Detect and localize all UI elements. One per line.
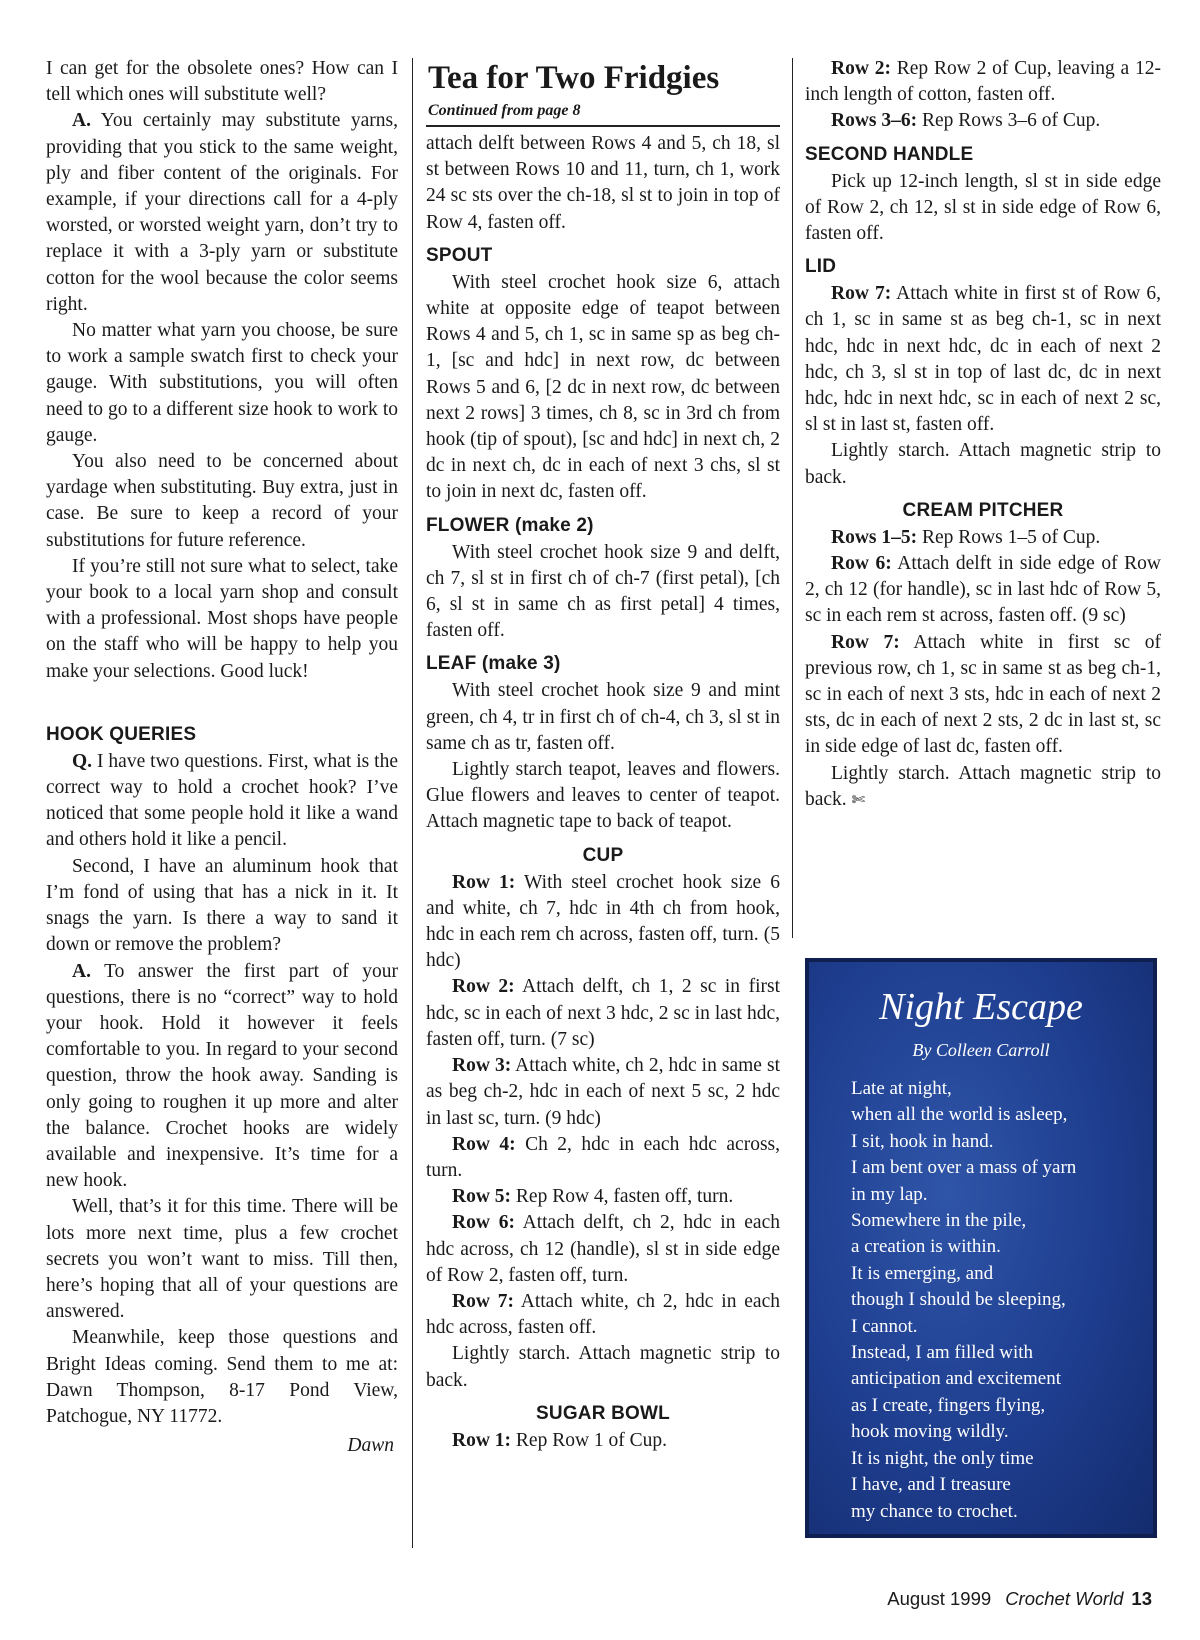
poem-line: though I should be sleeping, bbox=[851, 1289, 1066, 1311]
row-label: Rows 1–5: bbox=[831, 526, 918, 548]
answer-text: To answer the first part of your questions, there is no “correct” way to hold your hook. Hold it however it feels comfortable to you. In regard to your second question, throw the hook away. Sanding is only going to roughen it up more and alter the balance. Crochet hooks are widely available and inexpensive. It’s time for a new hook. bbox=[46, 960, 398, 1192]
question-text: I have two questions. First, what is the correct way to hold a crochet hook? I’ve noticed that some people hold it like a wand and others hold it like a pencil. bbox=[46, 750, 398, 851]
row-label: Row 2: bbox=[452, 976, 515, 998]
poem-line: as I create, fingers flying, bbox=[851, 1394, 1046, 1416]
column-3 bbox=[805, 56, 1161, 814]
question-paragraph bbox=[46, 749, 398, 854]
closing-text: Lightly starch. Attach magnetic strip to back. bbox=[805, 762, 1161, 810]
section-heading-cup: CUP bbox=[582, 844, 624, 866]
row-label: Row 5: bbox=[452, 1186, 512, 1208]
row-text: Attach white, ch 2, hdc in same st as beg ch-2, hdc in each of next 5 sc, 2 hdc in last sc, turn. (9 hdc) bbox=[426, 1055, 780, 1129]
row-text: Ch 2, hdc in each hdc across, turn. bbox=[426, 1133, 780, 1181]
answer-paragraph bbox=[46, 108, 398, 318]
paragraph: Lightly starch teapot, leaves and flowers. Glue flowers and leaves to center of teapot. Attach magnetic tape to back of teapot. bbox=[426, 759, 780, 833]
poem-line: a creation is within. bbox=[851, 1236, 1001, 1258]
poem-line: Instead, I am filled with bbox=[851, 1342, 1034, 1364]
paragraph: Well, that’s it for this time. There will be lots more next time, plus a few crochet secrets you won’t want to miss. Till then, here’s hoping that all of your questions are answered. bbox=[46, 1196, 398, 1323]
paragraph: Pick up 12-inch length, sl st in side edge of Row 2, ch 12, sl st in side edge of Row 6, fasten off. bbox=[805, 170, 1161, 245]
row-text: Rep Rows 3–6 of Cup. bbox=[917, 110, 1101, 132]
paragraph: Meanwhile, keep those questions and Bright Ideas coming. Send them to me at: Dawn Thompson, 8-17 Pond View, Patchogue, NY 11772. bbox=[46, 1327, 398, 1427]
row-label: Row 2: bbox=[831, 58, 891, 79]
poem-byline: By Colleen Carroll bbox=[912, 1040, 1050, 1060]
row-instruction bbox=[805, 56, 1161, 108]
paragraph: Lightly starch. Attach magnetic strip to back. bbox=[805, 440, 1161, 488]
paragraph: Second, I have an aluminum hook that I’m fond of using that has a nick in it. It snags the yarn. Is there a way to sand it down or remove the problem? bbox=[46, 855, 398, 956]
row-instruction bbox=[805, 551, 1161, 630]
row-label: Row 1: bbox=[452, 871, 516, 893]
poem-line: hook moving wildly. bbox=[851, 1421, 1009, 1443]
row-label: Row 7: bbox=[831, 631, 900, 653]
row-text: Attach white, ch 2, hdc in each hdc across, fasten off. bbox=[426, 1290, 780, 1339]
row-instruction bbox=[805, 525, 1161, 551]
row-label: Row 1: bbox=[452, 1429, 512, 1451]
paragraph: With steel crochet hook size 6, attach white at opposite edge of teapot between Rows 4 and 5, ch 1, sc in same sp as beg ch-1, [sc and hdc] in next row, dc between Rows 5 and 6, [2 dc in next row, dc between next 2 rows] 3 times, ch 8, sc in 3rd ch from hook (tip of spout), [sc and hdc] in next ch, 2 dc in next ch, dc in each of next 3 chs, sl st to join in next dc, fasten off. bbox=[426, 271, 780, 503]
poem-line: my chance to crochet. bbox=[851, 1500, 1018, 1522]
poem-box bbox=[805, 958, 1157, 1538]
poem-line: I sit, hook in hand. bbox=[851, 1130, 994, 1152]
section-heading-spout: SPOUT bbox=[426, 244, 493, 266]
row-text: Attach white in first st of Row 6, ch 1, sc in same st as beg ch-1, sc in next hdc, hdc in next hdc, dc in each of next 2 hdc, ch 3, sl st in top of last dc, dc in next hdc, hdc in next hdc, sc in each of next 2 sc, sl st in last st, fasten off. bbox=[805, 283, 1161, 436]
continued-note: Continued from page 8 bbox=[426, 100, 780, 127]
row-label: Row 3: bbox=[452, 1055, 512, 1077]
column-divider-right bbox=[792, 58, 793, 938]
poem-line: anticipation and excitement bbox=[851, 1368, 1061, 1390]
row-text: Rep Row 1 of Cup. bbox=[511, 1429, 668, 1451]
poem-line: in my lap. bbox=[851, 1183, 928, 1205]
paragraph: No matter what yarn you choose, be sure to work a sample swatch first to check your gauge. With substitutions, you will often need to go to a different size hook to work to gauge. bbox=[46, 320, 398, 446]
section-heading-cream-pitcher: CREAM PITCHER bbox=[902, 499, 1064, 521]
poem-line: It is night, the only time bbox=[851, 1447, 1034, 1469]
poem-line: I am bent over a mass of yarn bbox=[851, 1157, 1077, 1179]
page-footer bbox=[887, 1588, 1152, 1610]
section-heading-flower: FLOWER (make 2) bbox=[426, 514, 594, 536]
row-text: Rep Row 4, fasten off, turn. bbox=[511, 1186, 734, 1208]
magazine-name: Crochet World bbox=[1005, 1588, 1124, 1609]
paragraph: With steel crochet hook size 9 and delft, ch 7, sl st in first ch of ch-7 (first petal), [ch 6, sl st in same ch as first petal] 4 times, fasten off. bbox=[426, 541, 780, 642]
row-instruction bbox=[426, 1428, 780, 1454]
row-instruction bbox=[426, 1184, 780, 1210]
paragraph bbox=[805, 761, 1161, 814]
answer-paragraph bbox=[46, 959, 398, 1195]
section-heading-lid: LID bbox=[805, 256, 837, 278]
paragraph: You also need to be concerned about yardage when substituting. Buy extra, just in case. Be sure to keep a record of your substitutions for future reference. bbox=[46, 451, 398, 551]
section-heading-second-handle: SECOND HANDLE bbox=[805, 143, 974, 165]
row-instruction bbox=[805, 108, 1161, 134]
row-text: Attach delft, ch 1, 2 sc in first hdc, sc in each of next 3 hdc, 2 sc in last hdc, fasten off, turn. (7 sc) bbox=[426, 976, 780, 1050]
section-heading-hook-queries: HOOK QUERIES bbox=[46, 723, 197, 745]
paragraph: Lightly starch. Attach magnetic strip to back. bbox=[426, 1343, 780, 1391]
row-label: Row 6: bbox=[452, 1212, 515, 1234]
poem-line: when all the world is asleep, bbox=[851, 1104, 1068, 1126]
row-text: Attach white in first sc of previous row, ch 1, sc in same st as beg ch-1, sc in each of next 3 sts, hdc in each of next 2 sts, dc in each of next 2 sts, 2 dc in last st, sc in side edge of last dc, fasten off. bbox=[805, 631, 1161, 758]
row-text: With steel crochet hook size 6 and white, ch 7, hdc in 4th ch from hook, hdc in each rem ch across, fasten off, turn. (5 hdc) bbox=[426, 871, 780, 972]
answer-lead: A. bbox=[72, 110, 91, 132]
row-label: Row 4: bbox=[452, 1133, 516, 1155]
row-label: Row 7: bbox=[831, 283, 892, 305]
row-label: Row 7: bbox=[452, 1290, 514, 1312]
scissors-icon: ✄ bbox=[851, 791, 865, 809]
row-instruction bbox=[426, 1289, 780, 1341]
row-text: Rep Row 2 of Cup, leaving a 12-inch length of cotton, fasten off. bbox=[805, 58, 1161, 106]
column-2 bbox=[426, 56, 780, 1454]
poem-line: I have, and I treasure bbox=[851, 1474, 1011, 1496]
column-1 bbox=[46, 56, 398, 1460]
answer-text: You certainly may substitute yarns, providing that you stick to the same weight, ply and fiber content of the originals. For example, if your directions call for a 4-ply worsted, or worsted weight yarn, don’t try to replace it with a 3-ply yarn or substitute cotton for the wool because the color seems right. bbox=[46, 110, 398, 315]
paragraph: I can get for the obsolete ones? How can I tell which ones will substitute well? bbox=[46, 58, 398, 106]
row-instruction bbox=[426, 870, 780, 975]
poem-line: Late at night, bbox=[851, 1078, 952, 1099]
row-text: Attach delft, ch 2, hdc in each hdc across, ch 12 (handle), sl st in side edge of Row 2, fasten off, turn. bbox=[426, 1212, 780, 1286]
issue-date: August 1999 bbox=[887, 1588, 992, 1609]
row-instruction bbox=[426, 1132, 780, 1184]
answer-lead: A. bbox=[72, 960, 91, 982]
paragraph: attach delft between Rows 4 and 5, ch 18, sl st between Rows 10 and 11, turn, ch 1, work 24 sc sts over the ch-18, sl st to join in top of Row 4, fasten off. bbox=[426, 133, 780, 233]
row-label: Row 6: bbox=[831, 553, 892, 575]
row-text: Attach delft in side edge of Row 2, ch 12 (for handle), sc in last hdc of Row 5, sc in each rem st across, fasten off. (9 sc) bbox=[805, 553, 1161, 627]
article-title: Tea for Two Fridgies bbox=[428, 60, 720, 96]
author-signoff: Dawn bbox=[347, 1435, 394, 1457]
poem-line: I cannot. bbox=[851, 1315, 918, 1337]
row-instruction bbox=[426, 1053, 780, 1132]
row-instruction bbox=[805, 630, 1161, 761]
row-label: Rows 3–6: bbox=[831, 110, 918, 132]
row-text: Rep Rows 1–5 of Cup. bbox=[917, 526, 1101, 548]
row-instruction bbox=[805, 281, 1161, 438]
poem-title: Night Escape bbox=[879, 986, 1083, 1028]
column-divider-left bbox=[412, 58, 413, 1548]
paragraph: With steel crochet hook size 9 and mint green, ch 4, tr in first ch of ch-4, ch 3, sl st in same ch as tr, fasten off. bbox=[426, 680, 780, 754]
poem-line: It is emerging, and bbox=[851, 1262, 994, 1284]
poem-body bbox=[809, 1076, 1153, 1525]
poem-line: Somewhere in the pile, bbox=[851, 1210, 1027, 1232]
section-heading-leaf: LEAF (make 3) bbox=[426, 653, 561, 675]
row-instruction bbox=[426, 974, 780, 1053]
page-number: 13 bbox=[1131, 1588, 1152, 1609]
section-heading-sugar-bowl: SUGAR BOWL bbox=[536, 1402, 670, 1424]
paragraph: If you’re still not sure what to select, take your book to a local yarn shop and consult with a professional. Most shops have people on the staff who will be happy to help you make your selections. Good luck! bbox=[46, 555, 398, 682]
row-instruction bbox=[426, 1210, 780, 1289]
question-lead: Q. bbox=[72, 750, 93, 772]
